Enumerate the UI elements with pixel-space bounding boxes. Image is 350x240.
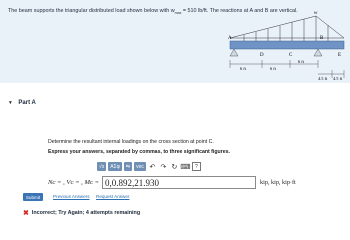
dim-3: 6 ft [298, 59, 304, 64]
feedback-message [23, 209, 140, 217]
math-toolbar [97, 161, 201, 172]
incorrect-x-icon: ✖ [23, 210, 29, 217]
submit-button[interactable]: Submit [23, 193, 43, 201]
w-label: w [314, 11, 318, 16]
reset-icon[interactable]: ↻ [171, 163, 178, 171]
label-B: B [320, 36, 324, 41]
request-answer-link[interactable]: Request Answer [96, 194, 130, 199]
collapse-triangle-icon[interactable]: ▼ [8, 101, 13, 106]
dim-5: 4.5 ft [333, 76, 343, 81]
problem-statement: The beam supports the triangular distributed load shown below with $w_{max} = 510$ lb/ft. The reactions at A and B are vertical. [8, 8, 298, 16]
arrows-button[interactable]: ⇆ [125, 163, 131, 170]
label-C: C [289, 53, 293, 58]
keyboard-icon[interactable]: ⌨ [180, 163, 191, 171]
dim-4: 4.5 ft [318, 76, 328, 81]
templates-button[interactable]: √x [99, 163, 105, 170]
redo-icon[interactable]: ↷ [160, 163, 167, 171]
problem-panel [0, 0, 350, 83]
label-E: E [338, 53, 342, 58]
question-instruction: Determine the resultant internal loadings on the cross section at point C. [48, 139, 214, 145]
label-A: A [228, 36, 232, 41]
part-a-title: Part A [18, 100, 36, 106]
answer-units: kip, kip, kip·ft [260, 179, 296, 186]
help-icon[interactable]: ? [192, 162, 201, 171]
label-D: D [260, 53, 264, 58]
dim-1: 6 ft [240, 66, 246, 71]
beam-figure [226, 8, 348, 82]
greek-symbols-button[interactable]: ΑΣφ [110, 163, 120, 170]
dim-2: 6 ft [270, 66, 276, 71]
answer-row [48, 175, 256, 190]
question-direction: Express your answers, separated by commas, to three significant figures. [48, 149, 230, 155]
answer-label: Nᴄ = , Vᴄ = , Mᴄ = [48, 179, 100, 186]
vector-button[interactable]: vec [136, 163, 144, 170]
answer-input[interactable]: 0,0.892,21.930 [102, 176, 256, 189]
undo-icon[interactable]: ↶ [149, 163, 156, 171]
previous-answers-link[interactable]: Previous Answers [53, 194, 90, 199]
part-a-header[interactable] [8, 100, 36, 106]
feedback-text: Incorrect; Try Again; 4 attempts remaining [31, 210, 141, 216]
